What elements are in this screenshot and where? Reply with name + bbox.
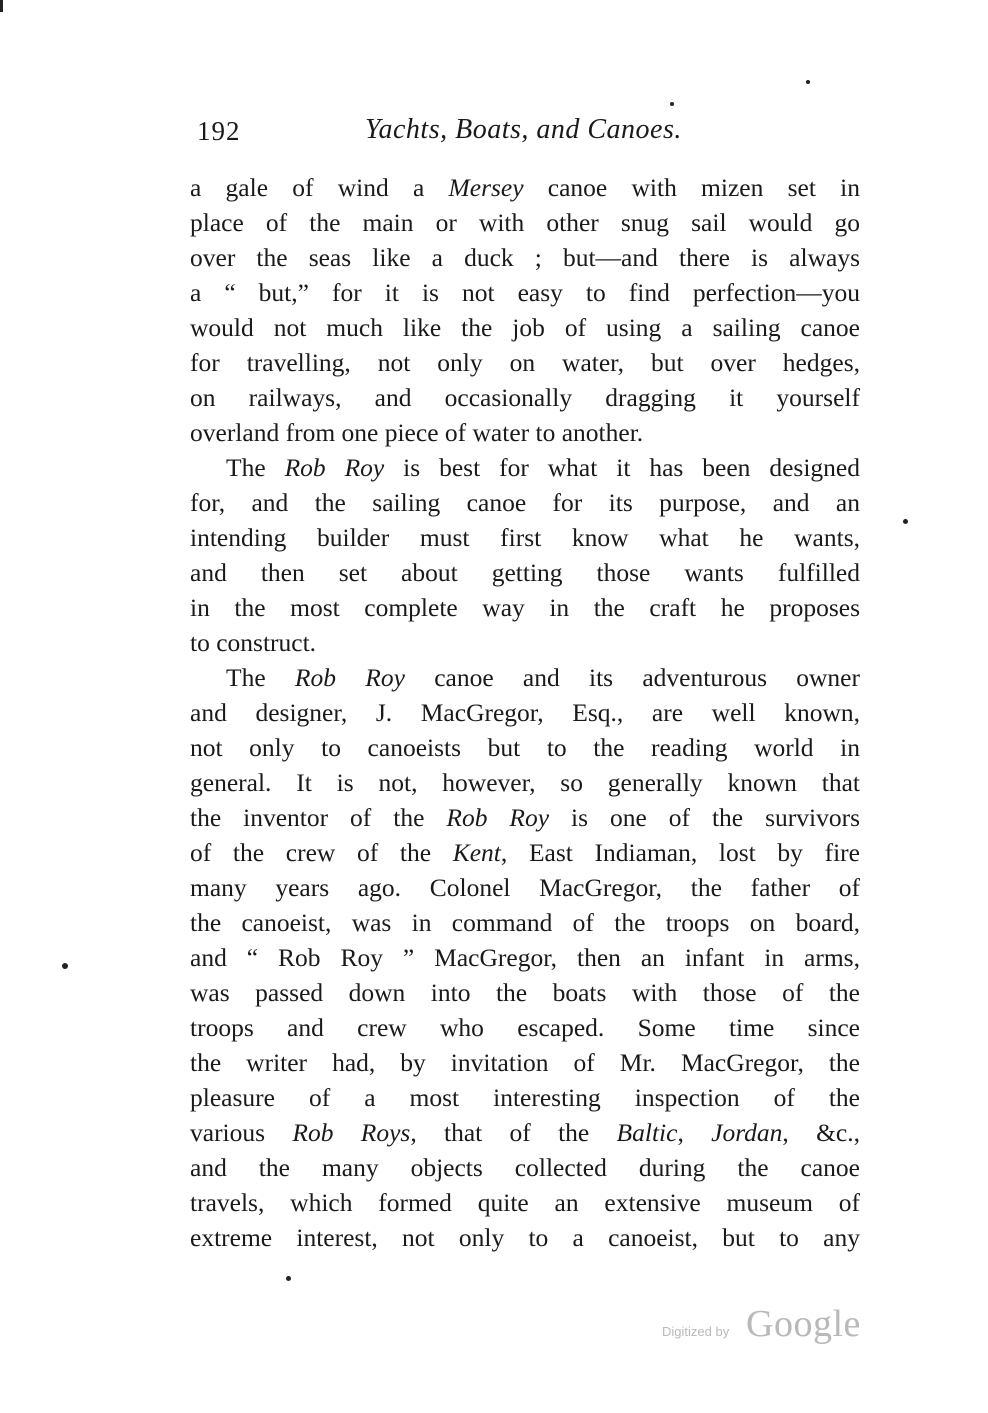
watermark-google-text: Google: [746, 1303, 861, 1345]
text-line: the inventor of the Rob Roy is one of the survivors: [190, 803, 860, 832]
text-line: the canoeist, was in command of the troops on board,: [190, 908, 860, 937]
text-line: for travelling, not only on water, but over hedges,: [190, 348, 860, 377]
scan-speck: [903, 519, 908, 524]
scan-speck: [806, 80, 810, 84]
page-number: 192: [197, 116, 241, 146]
digitized-by-google-watermark: [662, 1302, 872, 1352]
text-line: in the most complete way in the craft he proposes: [190, 593, 860, 622]
text-line: the writer had, by invitation of Mr. MacGregor, the: [190, 1048, 860, 1077]
text-line: extreme interest, not only to a canoeist, but to any: [190, 1223, 860, 1252]
text-line: and “ Rob Roy ” MacGregor, then an infant in arms,: [190, 943, 860, 972]
text-line: travels, which formed quite an extensive museum of: [190, 1188, 860, 1217]
text-line: for, and the sailing canoe for its purpose, and an: [190, 488, 860, 517]
text-line: and designer, J. MacGregor, Esq., are well known,: [190, 698, 860, 727]
text-line: to construct.: [190, 628, 317, 657]
text-line: general. It is not, however, so generally known that: [190, 768, 860, 797]
text-line: overland from one piece of water to another.: [190, 418, 644, 447]
watermark-small-text: Digitized by: [662, 1324, 730, 1339]
scan-edge-mark: [0, 0, 3, 12]
page-header: [195, 110, 855, 150]
scan-speck: [670, 102, 674, 106]
text-line: pleasure of a most interesting inspection of the: [190, 1083, 860, 1112]
running-title: Yachts, Boats, and Canoes.: [365, 114, 682, 145]
text-line: was passed down into the boats with those of the: [190, 978, 860, 1007]
text-line: intending builder must first know what he wants,: [190, 523, 860, 552]
scan-speck: [62, 963, 68, 969]
text-line: troops and crew who escaped. Some time since: [190, 1013, 860, 1042]
text-line: The Rob Roy is best for what it has been designed: [226, 453, 860, 482]
text-line: various Rob Roys, that of the Baltic, Jordan, &c.,: [190, 1118, 860, 1147]
text-line: and then set about getting those wants fulfilled: [190, 558, 860, 587]
text-line: a “ but,” for it is not easy to find perfection—you: [190, 278, 860, 307]
text-line: over the seas like a duck ; but—and there is always: [190, 243, 860, 272]
scan-speck: [286, 1276, 291, 1281]
text-line: would not much like the job of using a sailing canoe: [190, 313, 860, 342]
text-line: on railways, and occasionally dragging it yourself: [190, 383, 860, 412]
text-line: The Rob Roy canoe and its adventurous owner: [226, 663, 860, 692]
text-line: and the many objects collected during the canoe: [190, 1153, 860, 1182]
body-text: [190, 170, 860, 1255]
text-line: place of the main or with other snug sail would go: [190, 208, 860, 237]
text-line: a gale of wind a Mersey canoe with mizen set in: [190, 173, 860, 202]
text-line: of the crew of the Kent, East Indiaman, lost by fire: [190, 838, 860, 867]
text-line: many years ago. Colonel MacGregor, the father of: [190, 873, 860, 902]
text-line: not only to canoeists but to the reading world in: [190, 733, 860, 762]
